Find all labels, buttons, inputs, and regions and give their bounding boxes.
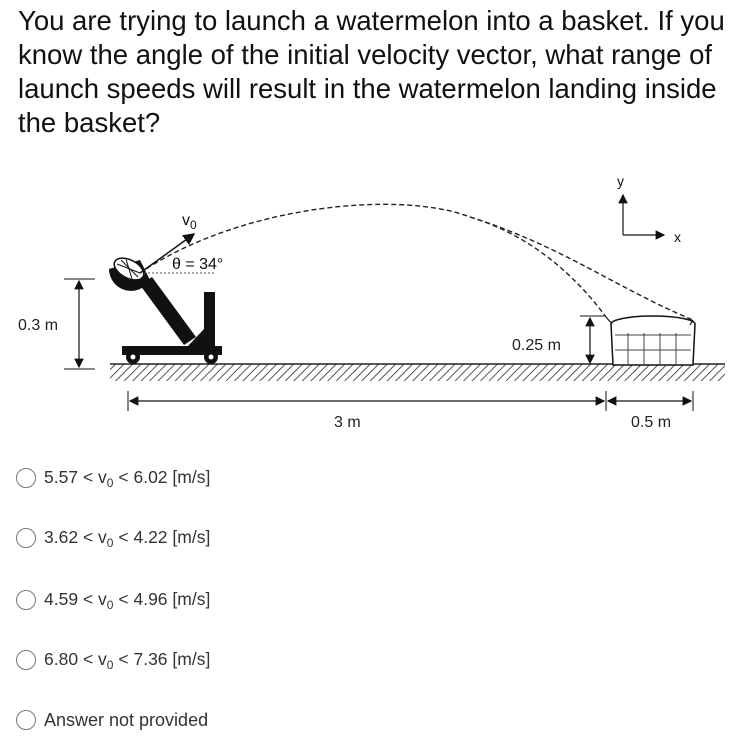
option-3-label: $4.59 < v_0 < 4.96$ [m/s]: [44, 588, 211, 612]
projectile-diagram: [0, 165, 752, 450]
option-no-answer-radio[interactable]: [16, 710, 36, 730]
option-4[interactable]: [16, 645, 210, 675]
distance-label: 3 m: [334, 414, 361, 431]
option-1-radio[interactable]: [16, 468, 36, 488]
option-3-radio[interactable]: [16, 590, 36, 610]
question-text: You are trying to launch a watermelon into a basket. If you know the angle of the initial velocity vector, what range of launch speeds will result in the watermelon landing inside the basket?: [18, 5, 725, 138]
option-1-label: $5.57 < v_0 < 6.02$ [m/s]: [44, 466, 211, 490]
axis-x-label: x: [674, 229, 681, 245]
velocity-label: $v_0$: [182, 212, 197, 232]
ground-hatch: [110, 364, 725, 381]
option-3[interactable]: [16, 585, 210, 615]
basket-height-label: 0.25 m: [512, 337, 561, 354]
option-4-label: $6.80 < v_0 < 7.36$ [m/s]: [44, 648, 211, 672]
trajectory-path-short: [470, 217, 606, 317]
option-2-label: $3.62 < v_0 < 4.22$ [m/s]: [44, 526, 211, 550]
catapult-arm: [140, 277, 196, 345]
launch-height-label: 0.3 m: [18, 317, 59, 334]
basket-width-label: 0.5 m: [631, 414, 672, 431]
option-no-answer-label: Answer not provided: [44, 709, 209, 730]
option-4-radio[interactable]: [16, 650, 36, 670]
axis-y-label: y: [617, 173, 624, 189]
angle-label: θ = 34°: [172, 256, 224, 273]
option-no-answer[interactable]: [16, 705, 208, 735]
basket: [611, 324, 695, 365]
option-2-radio[interactable]: [16, 528, 36, 548]
catapult-post: [204, 292, 215, 346]
option-2[interactable]: [16, 523, 210, 553]
option-1[interactable]: [16, 463, 210, 493]
